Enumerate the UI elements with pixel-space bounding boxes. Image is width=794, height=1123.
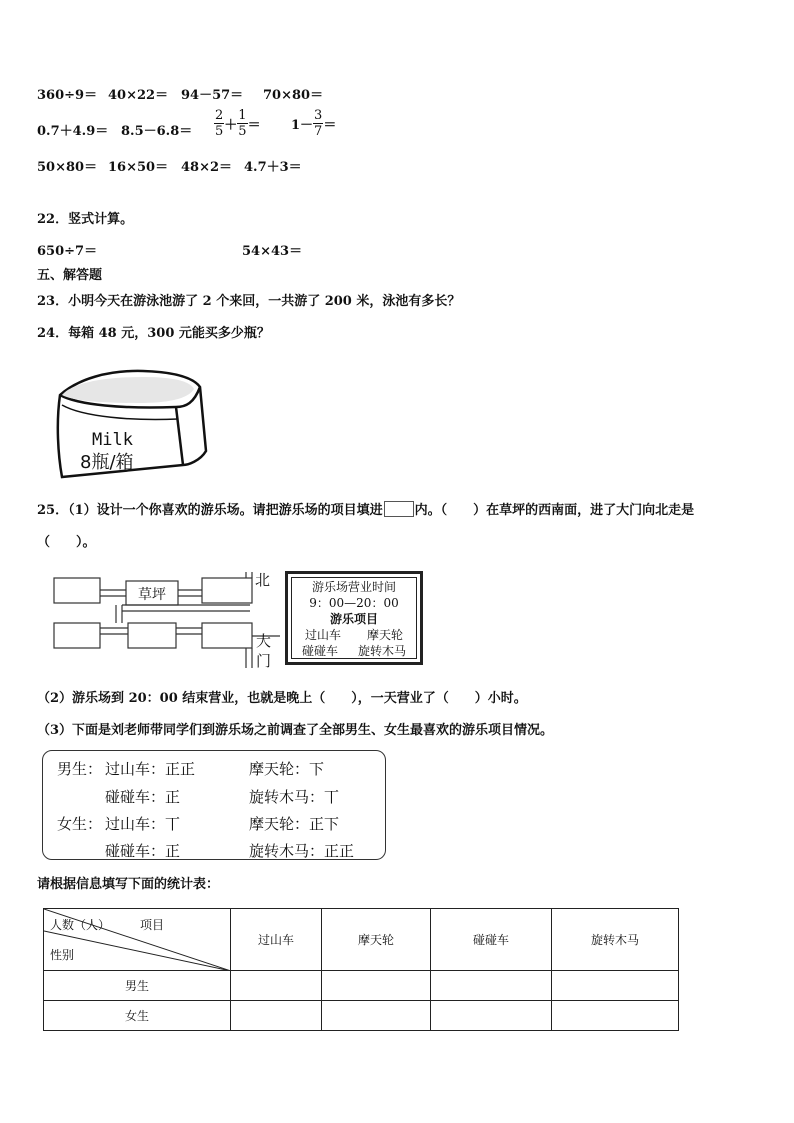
question-25-part-2: （2）游乐场到 20：00 结束营业，也就是晚上（ ），一天营业了（ ）小时。 [37,691,527,706]
calc-item: 0.7＋4.9＝ [37,124,109,139]
girls-label: 女生： [57,815,103,833]
sign-title: 游乐场营业时间 [311,580,396,594]
sign-subtitle: 游乐项目 [329,612,378,626]
north-label: 北 [255,571,271,589]
map-plot-top-left [54,578,100,603]
sign-item: 旋转木马 [357,644,406,658]
table-corner-header [44,909,231,971]
boys-label: 男生： [57,760,103,778]
column-header: 碰碰车 [431,909,552,971]
row-header: 女生 [44,1001,231,1031]
bottles-per-box-label: 8瓶/箱 [80,452,134,473]
corner-label-count: 人数（人） [50,918,111,932]
answer-cell[interactable] [322,971,431,1001]
calc-item: 48×2＝ [181,160,233,175]
calc-item: 40×22＝ [108,88,169,103]
sign-item: 碰碰车 [301,644,338,658]
statistics-table [43,908,679,1031]
map-plot-bottom-right [202,623,252,648]
calc-item: 70×80＝ [263,88,324,103]
calc-item: 50×80＝ [37,160,98,175]
calc-item: 16×50＝ [108,160,169,175]
question-23: 23．小明今天在游泳池游了 2 个来回，一共游了 200 米，泳池有多长？ [37,294,461,309]
tally-item: 碰碰车：正 [105,842,181,860]
milk-label: Milk [92,430,133,450]
answer-cell[interactable] [431,1001,552,1031]
park-info-sign [285,571,423,665]
tally-item: 摩天轮：下 [249,760,325,778]
question-25-line-1: 25．（1）设计一个你喜欢的游乐场。请把游乐场的项目填进 内。（ ）在草坪的西南面，进了大门向北走是 [37,503,695,518]
q22-item-multiplication: 54×43＝ [242,244,303,259]
table-instruction: 请根据信息填写下面的统计表： [37,877,220,892]
answer-cell[interactable] [231,1001,322,1031]
map-plot-top-right [202,578,252,603]
calc-item: 4.7＋3＝ [244,160,302,175]
answer-cell[interactable] [552,971,679,1001]
sign-item: 摩天轮 [366,628,403,642]
map-plot-bottom-left [54,623,100,648]
question-24: 24．每箱 48 元，300 元能买多少瓶？ [37,326,270,341]
fill-in-box [384,501,414,517]
answer-cell[interactable] [431,971,552,1001]
answer-cell[interactable] [231,971,322,1001]
question-25-line-2: （ ）。 [37,535,96,550]
tally-item: 过山车：丅 [105,815,181,833]
section-heading: 五、解答题 [37,268,103,283]
calc-item: 94－57＝ [181,88,244,103]
tally-item: 旋转木马：丅 [249,788,340,806]
row-header: 男生 [44,971,231,1001]
park-map [50,568,280,672]
calc-item: 360÷9＝ [37,88,98,103]
corner-label-item: 项目 [140,918,165,932]
column-header: 过山车 [231,909,322,971]
sign-item: 过山车 [304,628,341,642]
milk-box-illustration [48,365,212,483]
corner-label-gender: 性别 [50,948,75,962]
lawn-label: 草坪 [138,587,166,603]
tally-item: 旋转木马：正正 [249,842,355,860]
survey-tally-box [42,750,386,860]
question-25-part-3: （3）下面是刘老师带同学们到游乐场之前调查了全部男生、女生最喜欢的游乐项目情况。 [37,723,554,738]
gate-label-1: 大 [256,632,272,650]
map-plot-bottom-center [128,623,176,648]
fraction-expression-1: $\frac{2}{5}$ ＋ $\frac{1}{5}$ ＝ [215,108,261,139]
column-header: 旋转木马 [552,909,679,971]
question-22-title: 22．竖式计算。 [37,212,134,227]
fraction-expression-2: 1－ $\frac{3}{7}$ ＝ [291,108,337,139]
sign-hours: 9：00—20：00 [309,596,399,610]
calc-item: 8.5－6.8＝ [121,124,193,139]
q22-item-division: 650÷7＝ [37,244,98,259]
answer-cell[interactable] [322,1001,431,1031]
tally-item: 过山车：正正 [105,760,196,778]
tally-item: 碰碰车：正 [105,788,181,806]
gate-label-2: 门 [256,652,272,670]
column-header: 摩天轮 [322,909,431,971]
answer-cell[interactable] [552,1001,679,1031]
tally-item: 摩天轮：正下 [249,815,340,833]
calc-row-1 [37,84,97,103]
